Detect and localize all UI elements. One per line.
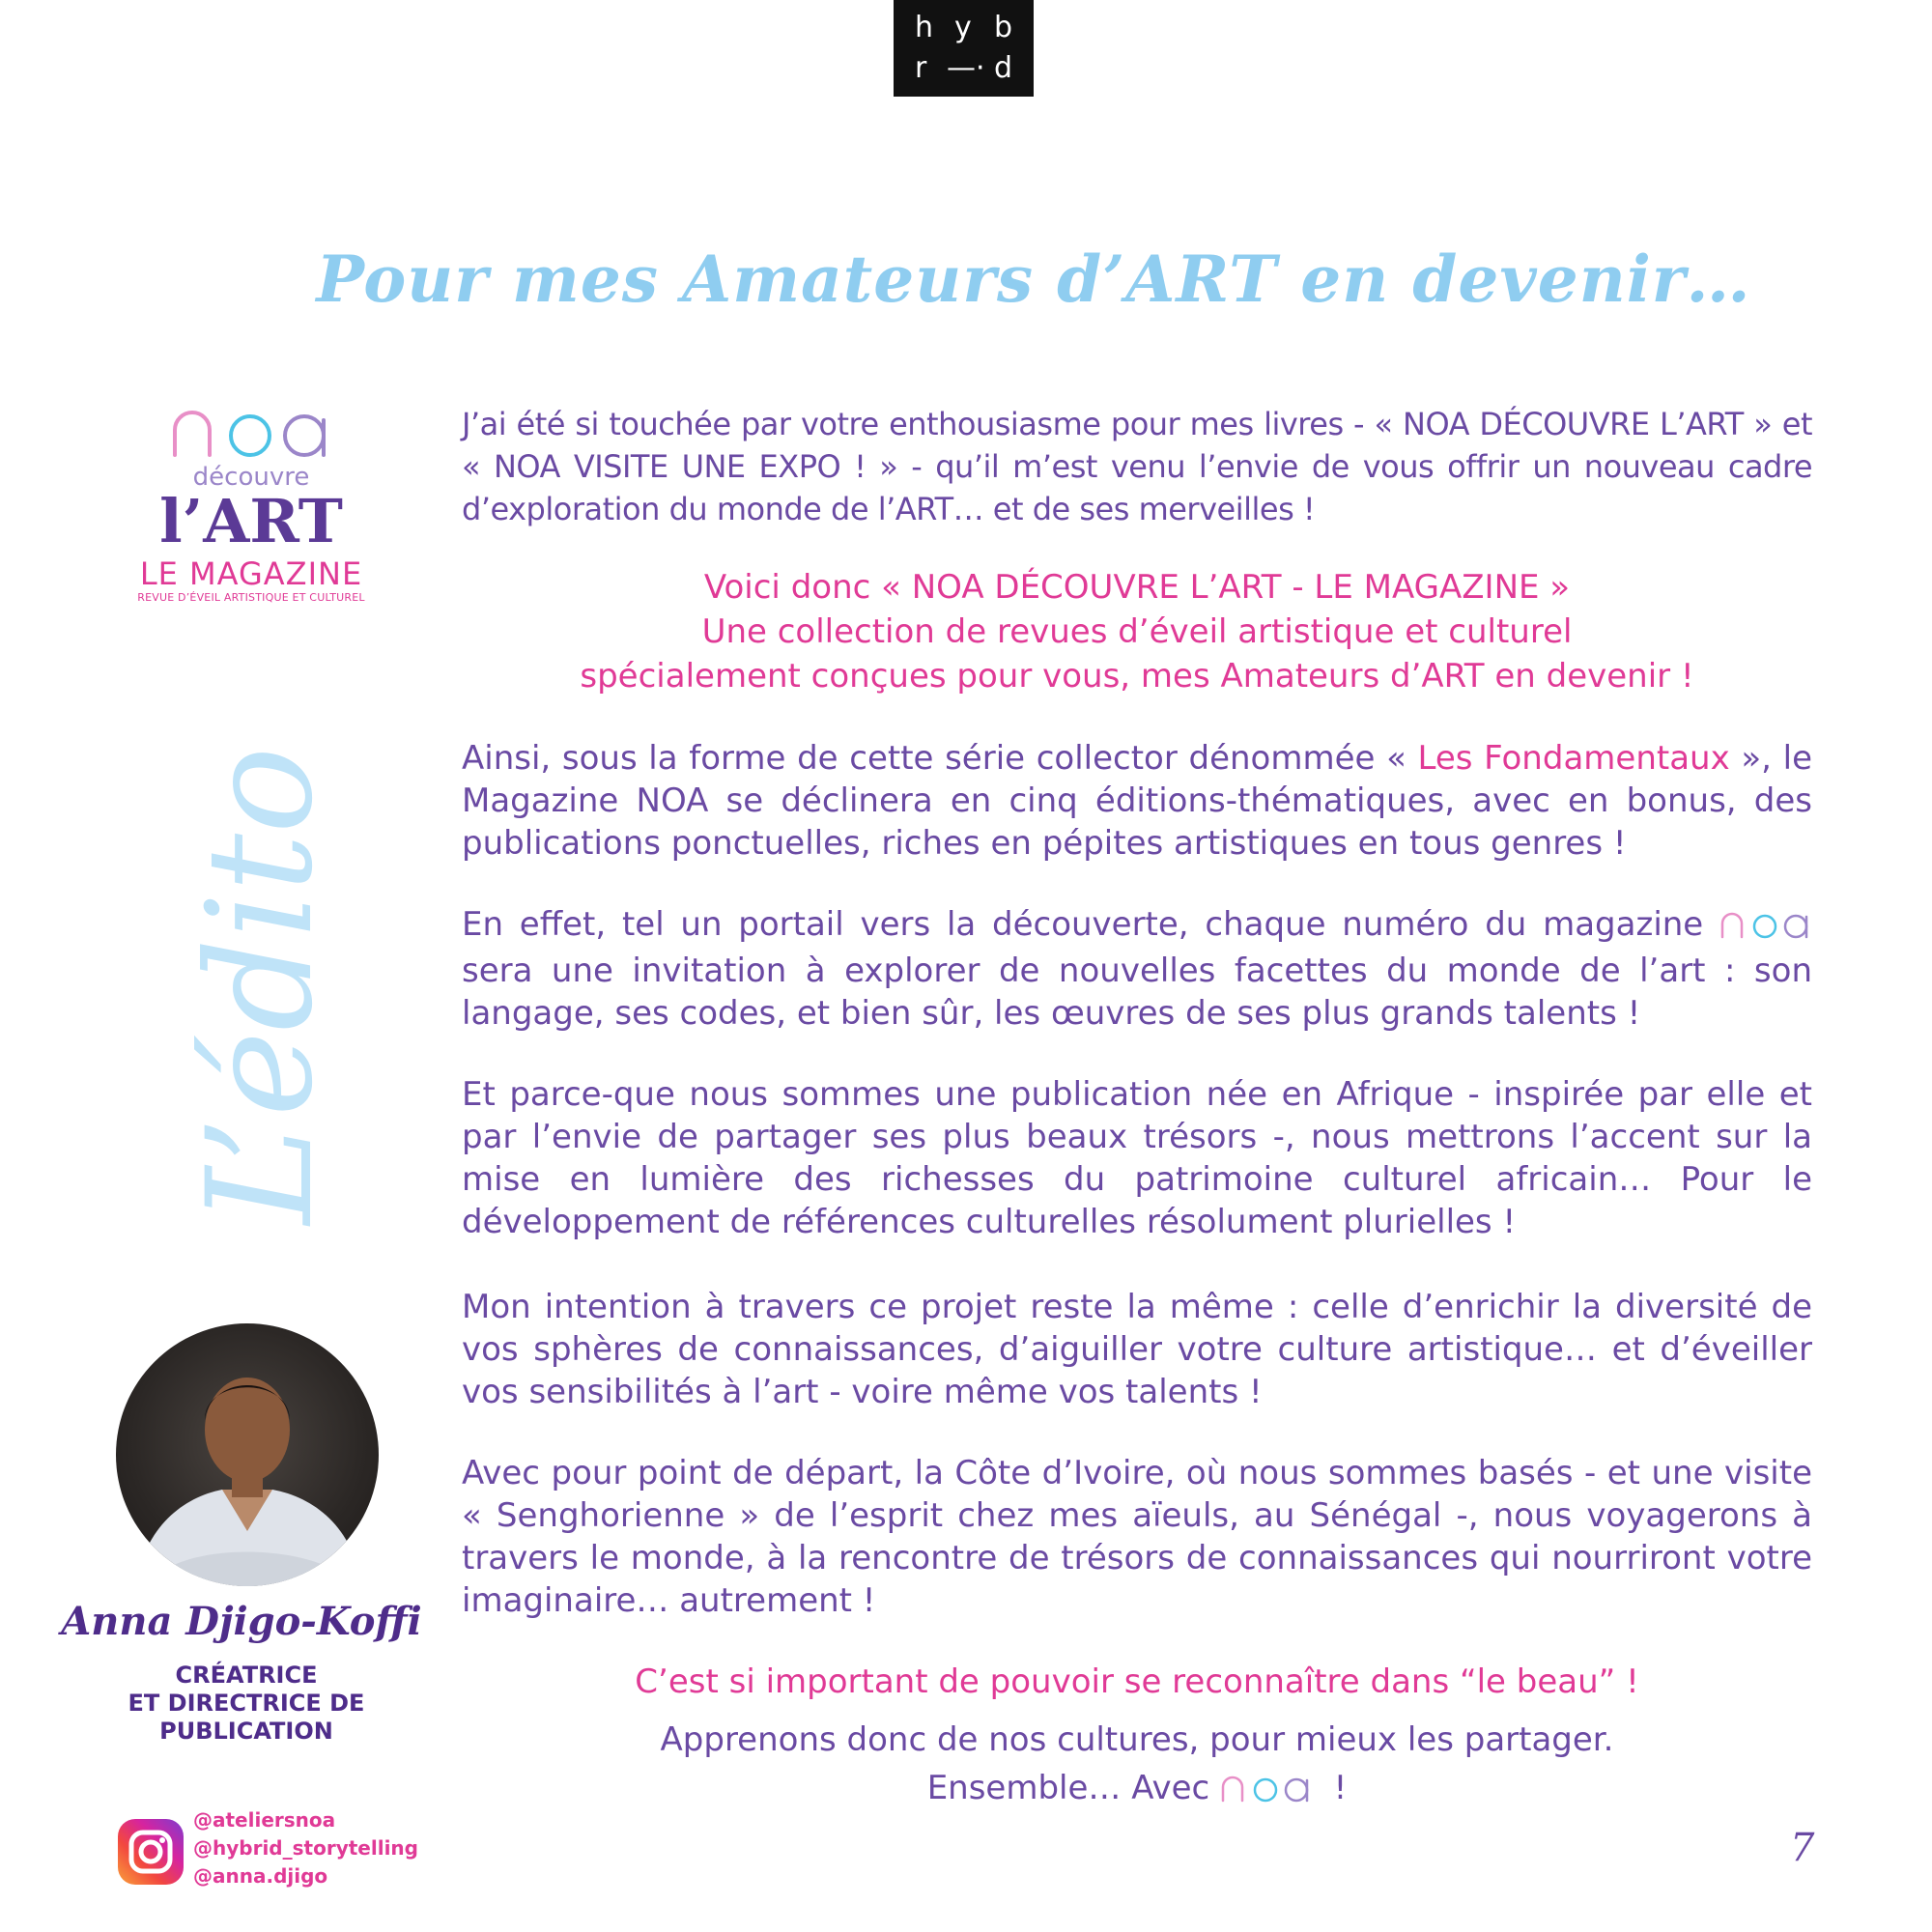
closing-line: Apprenons donc de nos cultures, pour mieux les partager. [660, 1720, 1614, 1759]
hybrid-logo-letter: y [954, 11, 972, 44]
author-signature: Anna Djigo-Koffi [61, 1599, 422, 1644]
paragraph-text: sera une invitation à explorer de nouvelles facettes du monde de l’art : son langage, ses codes, et bien sûr, les œuvres de ses plus grands talents ! [462, 952, 1812, 1033]
voici-line: Une collection de revues d’éveil artistique et culturel [701, 612, 1573, 651]
noa-inline-logo [1220, 1771, 1313, 1813]
logo-le-magazine: LE MAGAZINE [139, 555, 363, 592]
logo-lart: l’ART [159, 486, 343, 556]
paragraph-fondamentaux [462, 737, 1812, 865]
paragraph-text: Ainsi, sous la forme de cette série collector dénommée « [462, 739, 1418, 778]
paragraph-intention: Mon intention à travers ce projet reste la même : celle d’enrichir la diversité de vos sphères de connaissances, d’aiguiller votre culture artistique… et d’éveiller vos sensibilités à l’art - voire même vos talents ! [462, 1288, 1812, 1411]
hybrid-logo-letter: d [994, 51, 1013, 85]
closing-final-text: Ensemble… Avec [926, 1769, 1210, 1807]
closing-highlight: C’est si important de pouvoir se reconnaître dans “le beau” ! [635, 1662, 1639, 1701]
instagram-icon [118, 1819, 184, 1885]
edito-section-label: L’édito [177, 746, 345, 1225]
voici-line: spécialement conçues pour vous, mes Amateurs d’ART en devenir ! [580, 657, 1694, 696]
hybrid-brand-logo [894, 0, 1034, 97]
author-role-line: CRÉATRICE [175, 1662, 318, 1689]
closing-final-text: ! [1333, 1769, 1348, 1807]
social-handle[interactable]: @anna.djigo [193, 1864, 328, 1888]
social-handle[interactable]: @hybrid_storytelling [193, 1836, 418, 1860]
social-handles [193, 1806, 418, 1890]
paragraph-text: », le Magazine NOA se déclinera en cinq éditions-thématiques, avec en bonus, des publications ponctuelles, riches en pépites artistiques en tous genres ! [462, 739, 1812, 863]
paragraph-afrique: Et parce-que nous sommes une publication née en Afrique - inspirée par elle et par l’envie de partager ses plus beaux trésors -, nous mettrons l’accent sur la mise en lumière des richesses du patrimoine culturel africain… Pour le développement de références culturelles résolument plurielles ! [462, 1075, 1812, 1241]
author-portrait [116, 1323, 379, 1586]
voici-line: Voici donc « NOA DÉCOUVRE L’ART - LE MAGAZINE » [703, 568, 1571, 607]
noa-magazine-logo [135, 401, 367, 633]
paragraph-intro: J’ai été si touchée par votre enthousiasme pour mes livres - « NOA DÉCOUVRE L’ART » et « NOA VISITE UNE EXPO ! » - qu’il m’est venu l’envie de vous offrir un nouveau cadre d’exploration du monde de l’ART… et de ses merveilles ! [462, 406, 1812, 527]
series-name: Les Fondamentaux [1417, 739, 1730, 778]
author-role-line: ET DIRECTRICE DE PUBLICATION [128, 1690, 365, 1745]
hybrid-logo-letter: r [915, 51, 927, 85]
paragraph-voyage: Avec pour point de départ, la Côte d’Ivoire, où nous sommes basés - et une visite « Senghorienne » de l’esprit chez mes aïeuls, au Sénégal -, nous voyagerons à travers le monde, à la rencontre de trésors de connaissances qui nourriront votre imaginaire… autrement ! [462, 1454, 1812, 1620]
page-title: Pour mes Amateurs d’ART en devenir… [316, 242, 1751, 317]
hybrid-logo-letter: —· [947, 51, 985, 85]
hybrid-logo-letter: h [915, 11, 934, 44]
hybrid-logo-letter: b [994, 11, 1013, 44]
noa-inline-logo [1719, 907, 1812, 950]
voici-highlight-block [462, 565, 1812, 698]
editorial-body [462, 403, 1812, 1813]
author-role [39, 1662, 454, 1746]
closing-final-line [462, 1767, 1812, 1813]
social-handle[interactable]: @ateliersnoa [193, 1808, 336, 1832]
paragraph-portail [462, 903, 1812, 1035]
logo-subtitle: REVUE D’ÉVEIL ARTISTIQUE ET CULTUREL [137, 591, 365, 605]
noa-wordmark [169, 401, 333, 459]
page-number: 7 [1790, 1826, 1815, 1870]
logo-decouvre: découvre [192, 463, 310, 492]
paragraph-text: En effet, tel un portail vers la découverte, chaque numéro du magazine [462, 905, 1704, 944]
